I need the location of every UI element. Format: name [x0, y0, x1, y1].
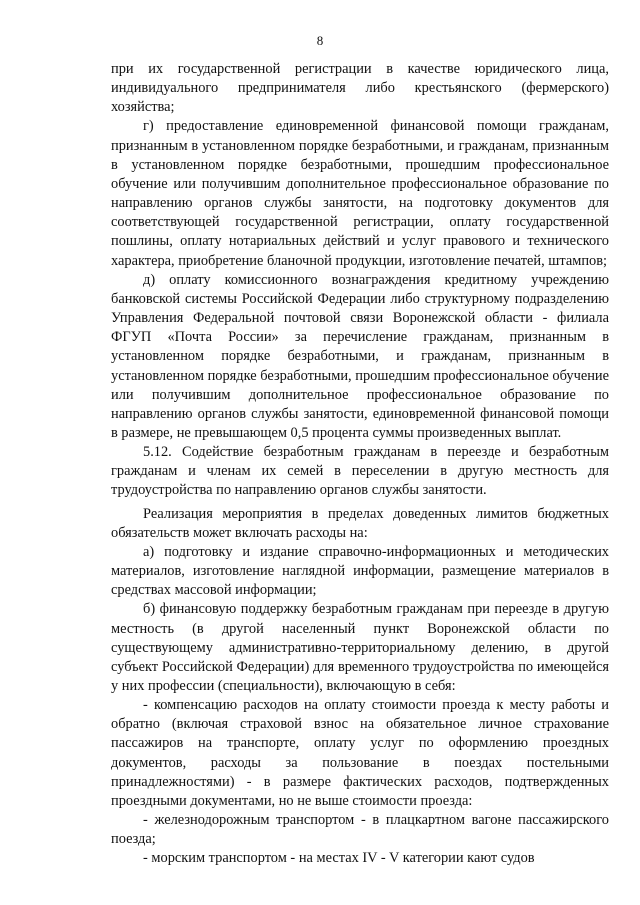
- page-number: 8: [316, 33, 324, 48]
- paragraph-expenses-intro: Реализация мероприятия в пределах доведенных лимитов бюджетных обязательств может включать расходы на:: [111, 505, 609, 541]
- paragraph-item-a: а) подготовку и издание справочно-информационных и методических материалов, изготовление наглядной информации, размещение материалов в средствах массовой информации;: [111, 543, 609, 599]
- document-body: [111, 60, 609, 869]
- paragraph-section-5-12: 5.12. Содействие безработным гражданам в переезде и безработным гражданам и членам их семей в переселении в другую местность для трудоустройства по направлению органов службы занятости.: [111, 444, 609, 499]
- paragraph-railway-transport: - железнодорожным транспортом - в плацкартном вагоне пассажирского поезда;: [111, 812, 609, 848]
- paragraph-item-g: г) предоставление единовременной финансовой помощи гражданам, признанным в установленном порядке безработными, и гражданам, признанным в установленном порядке безработными, прошедшим профессиональное обучение или получившим дополнительное профессиональное образование по направлению органов службы занятости, на подготовку документов для соответствующей государственной регистрации, оплату государственной пошлины, оплату нотариальных действий и услуг правового и технического характера, приобретение бланочной продукции, изготовление печатей, штампов;: [111, 118, 609, 269]
- paragraph-item-d: д) оплату комиссионного вознаграждения кредитному учреждению банковской системы Российской Федерации либо структурному подразделению Управления Федеральной почтовой связи Воронежской области - филиала ФГУП «Почта России» за перечисление гражданам, признанным в установленном порядке безработными, и гражданам, признанным в установленном порядке безработными, прошедшим профессиональное обучение или получившим дополнительное профессиональное образование по направлению органов службы занятости, единовременной финансовой помощи в размере, не превышающем 0,5 процента суммы произведенных выплат.: [111, 271, 609, 441]
- paragraph-item-b: б) финансовую поддержку безработным гражданам при переезде в другую местность (в другой населенный пункт Воронежской области по существующему административно-территориальному делению, в другой субъект Российской Федерации) для временного трудоустройства по имеющейся у них профессии (специальности), включающую в себя:: [111, 601, 609, 694]
- paragraph-continuation: при их государственной регистрации в качестве юридического лица, индивидуального предпринимателя либо крестьянского (фермерского) хозяйства;: [111, 61, 609, 116]
- paragraph-sea-transport: - морским транспортом - на местах IV - V категории кают судов: [143, 850, 535, 867]
- paragraph-travel-compensation: - компенсацию расходов на оплату стоимости проезда к месту работы и обратно (включая страховой взнос на обязательное личное страхование пассажиров на транспорте, оплату услуг по оформлению проездных документов, расходы за пользование в поездах постельными принадлежностями) - в размере фактических расходов, подтвержденных проездными документами, но не выше стоимости проезда:: [111, 697, 609, 809]
